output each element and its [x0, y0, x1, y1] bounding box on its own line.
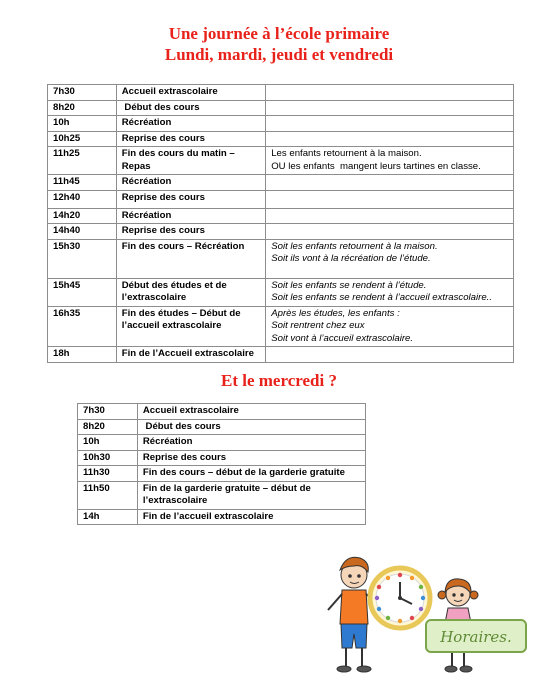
event-line: Fin de la garderie gratuite – début de — [142, 482, 311, 494]
note-line: OU les enfants mangent leurs tartines en classe. — [271, 160, 481, 172]
note-cell — [266, 278, 514, 306]
wednesday-schedule-table — [77, 403, 366, 525]
event-line: Fin des études – Début de — [121, 307, 241, 319]
page-subtitle: Lundi, mardi, jeudi et vendredi — [164, 45, 394, 64]
event-cell: Récréation — [137, 435, 365, 451]
time-cell: 12h40 — [48, 190, 117, 208]
sign-text: Horaires. — [440, 628, 512, 646]
note-cell — [266, 116, 514, 132]
note-cell — [266, 208, 514, 224]
wednesday-title: Et le mercredi ? — [221, 371, 337, 390]
table-row — [78, 466, 366, 482]
table-row — [48, 85, 514, 101]
note-cell — [266, 175, 514, 191]
event-cell: Fin des cours du matin – Repas — [116, 147, 265, 175]
table-row — [78, 481, 366, 509]
table-row — [48, 147, 514, 175]
event-cell — [137, 481, 365, 509]
note-line: Soit ils vont à la récréation de l’étude. — [271, 253, 431, 264]
horaires-illustration — [316, 548, 538, 688]
table-row — [48, 100, 514, 116]
time-cell: 11h30 — [78, 466, 138, 482]
table-row — [48, 131, 514, 147]
time-cell: 15h45 — [48, 278, 117, 306]
event-cell — [116, 278, 265, 306]
time-cell: 11h50 — [78, 481, 138, 509]
event-cell: Fin de l’accueil extrascolaire — [137, 509, 365, 525]
event-cell: Reprise des cours — [116, 224, 265, 240]
event-cell: Début des cours — [137, 419, 365, 435]
table-row — [48, 306, 514, 347]
time-cell: 14h20 — [48, 208, 117, 224]
event-cell: Reprise des cours — [137, 450, 365, 466]
event-line: Début des études et de — [121, 279, 227, 291]
time-cell: 18h — [48, 347, 117, 363]
note-cell — [266, 224, 514, 240]
event-cell: Fin des cours – Récréation — [116, 239, 265, 278]
table-row — [48, 347, 514, 363]
table-row — [48, 116, 514, 132]
table-row — [48, 208, 514, 224]
table-row — [48, 278, 514, 306]
event-cell: Reprise des cours — [116, 190, 265, 208]
event-cell: Récréation — [116, 175, 265, 191]
table-row — [48, 224, 514, 240]
event-cell: Accueil extrascolaire — [116, 85, 265, 101]
time-cell: 10h25 — [48, 131, 117, 147]
event-line: l’extrascolaire — [121, 292, 187, 303]
time-cell: 8h20 — [78, 419, 138, 435]
table-row — [78, 450, 366, 466]
event-cell: Fin des cours – début de la garderie gratuite — [137, 466, 365, 482]
table-row — [48, 190, 514, 208]
time-cell: 14h40 — [48, 224, 117, 240]
time-cell: 10h — [48, 116, 117, 132]
page-title: Une journée à l’école primaire — [168, 24, 390, 43]
note-line: Soit les enfants retournent à la maison. — [271, 240, 438, 252]
time-cell: 11h45 — [48, 175, 117, 191]
table-row — [78, 404, 366, 420]
table-row — [78, 509, 366, 525]
time-cell: 7h30 — [48, 85, 117, 101]
event-cell: Récréation — [116, 116, 265, 132]
event-cell: Début des cours — [116, 100, 265, 116]
note-line: Soit rentrent chez eux — [271, 320, 365, 331]
time-cell: 7h30 — [78, 404, 138, 420]
event-line: l’accueil extrascolaire — [121, 320, 222, 331]
event-cell: Fin de l’Accueil extrascolaire — [116, 347, 265, 363]
note-line: Soit les enfants se rendent à l’étude. — [271, 279, 427, 291]
event-cell: Accueil extrascolaire — [137, 404, 365, 420]
note-cell — [266, 347, 514, 363]
time-cell: 15h30 — [48, 239, 117, 278]
weekday-schedule-table — [47, 84, 514, 363]
note-line: Les enfants retournent à la maison. — [271, 148, 422, 159]
note-cell — [266, 190, 514, 208]
note-cell — [266, 306, 514, 347]
note-line: Après les études, les enfants : — [271, 307, 400, 319]
table-row — [48, 175, 514, 191]
table-row — [78, 435, 366, 451]
horaires-sign — [426, 620, 526, 652]
event-cell: Reprise des cours — [116, 131, 265, 147]
time-cell: 14h — [78, 509, 138, 525]
note-cell — [266, 131, 514, 147]
time-cell: 11h25 — [48, 147, 117, 175]
event-line: l’extrascolaire — [142, 495, 208, 506]
note-cell — [266, 100, 514, 116]
event-cell — [116, 306, 265, 347]
note-line: Soit les enfants se rendent à l’accueil extrascolaire.. — [271, 292, 492, 303]
note-cell — [266, 147, 514, 175]
time-cell: 10h30 — [78, 450, 138, 466]
table-row — [48, 239, 514, 278]
clock-icon — [370, 568, 430, 628]
event-cell: Récréation — [116, 208, 265, 224]
time-cell: 16h35 — [48, 306, 117, 347]
note-line: Soit vont à l’accueil extrascolaire. — [271, 332, 414, 344]
note-cell — [266, 239, 514, 278]
note-cell — [266, 85, 514, 101]
time-cell: 8h20 — [48, 100, 117, 116]
table-row — [78, 419, 366, 435]
time-cell: 10h — [78, 435, 138, 451]
